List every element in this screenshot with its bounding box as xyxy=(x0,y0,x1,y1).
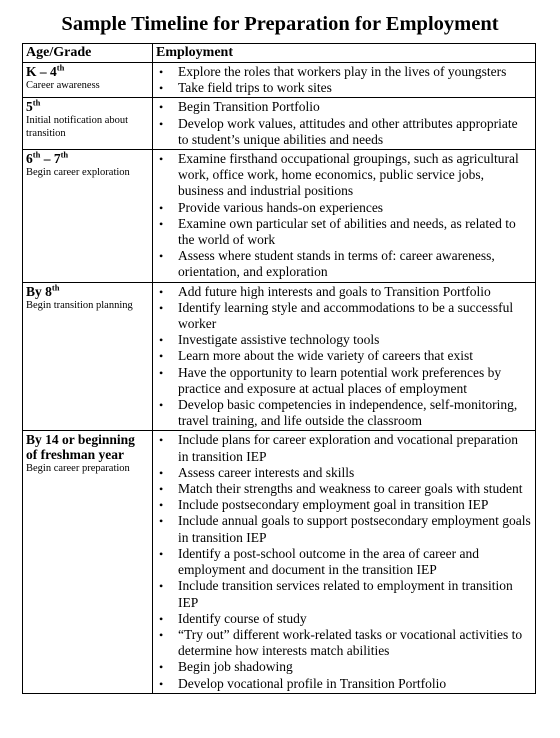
list-item-text: “Try out” different work-related tasks or vocational activities to determine how interests match abilities xyxy=(178,626,523,659)
bullet-icon: • xyxy=(159,152,164,167)
grade-suffix: th xyxy=(60,149,69,160)
grade-suffix: th xyxy=(32,149,41,160)
grade-subtitle: Career awareness xyxy=(26,80,100,91)
list-item-text: Provide various hands-on experiences xyxy=(178,199,384,215)
age-grade-cell xyxy=(23,63,153,98)
list-item-text: Have the opportunity to learn potential work preferences by practice and exposure at actual places of employment xyxy=(178,364,502,396)
list-item-text: Include postsecondary employment goal in transition IEP xyxy=(178,497,489,513)
age-grade-cell xyxy=(23,431,153,693)
table-row xyxy=(23,150,536,283)
header-employment: Employment xyxy=(153,44,536,63)
list-item-text: Develop basic competencies in independence, self-monitoring, travel training, and life outside the classroom xyxy=(178,397,518,429)
employment-cell xyxy=(153,63,536,98)
grade-suffix: th xyxy=(56,62,65,73)
page-title: Sample Timeline for Preparation for Employment xyxy=(61,13,499,35)
bullet-icon: • xyxy=(159,365,164,380)
list-item xyxy=(153,546,531,578)
list-item xyxy=(153,465,531,481)
grade-main: By 8 xyxy=(26,283,52,299)
timeline-body xyxy=(23,63,536,694)
list-item xyxy=(153,578,531,610)
grade-main: 6 xyxy=(26,151,33,167)
list-item-text: Assess career interests and skills xyxy=(178,464,355,480)
list-item xyxy=(153,627,531,659)
bullet-icon: • xyxy=(159,284,164,299)
employment-list xyxy=(153,150,535,282)
bullet-icon: • xyxy=(159,579,164,594)
list-item-text: Begin job shadowing xyxy=(178,659,293,675)
grade-label xyxy=(23,63,152,79)
list-item xyxy=(153,216,531,248)
bullet-icon: • xyxy=(159,81,164,96)
bullet-icon: • xyxy=(159,116,164,131)
bullet-icon: • xyxy=(159,100,164,115)
employment-cell xyxy=(153,431,536,693)
bullet-icon: • xyxy=(159,465,164,480)
employment-list xyxy=(153,63,535,97)
list-item xyxy=(153,432,531,464)
timeline-table xyxy=(22,43,536,694)
grade-main: K – 4 xyxy=(26,64,57,79)
list-item-text: Develop work values, attitudes and other attributes appropriate to student’s unique abilities and needs xyxy=(178,115,518,147)
list-item xyxy=(153,116,531,148)
bullet-icon: • xyxy=(159,514,164,529)
table-row xyxy=(23,282,536,431)
list-item xyxy=(153,497,531,513)
employment-list xyxy=(153,431,535,692)
grade-subtitle: Initial notification about transition xyxy=(26,115,129,139)
grade-suffix: th xyxy=(51,282,60,293)
bullet-icon: • xyxy=(159,200,164,215)
list-item-text: Examine own particular set of abilities and needs, as related to the world of work xyxy=(178,215,516,248)
list-item-text: Add future high interests and goals to Transition Portfolio xyxy=(178,283,491,299)
list-item xyxy=(153,397,531,429)
list-item-text: Include plans for career exploration and vocational preparation in transition IEP xyxy=(178,432,518,464)
list-item-text: Include annual goals to support postsecondary employment goals in transition IEP xyxy=(178,513,531,545)
employment-cell xyxy=(153,150,536,283)
grade-label xyxy=(23,98,152,114)
list-item-text: Assess where student stands in terms of: career awareness, orientation, and exploration xyxy=(178,248,495,280)
employment-cell xyxy=(153,98,536,150)
employment-cell xyxy=(153,282,536,431)
list-item xyxy=(153,99,531,115)
list-item xyxy=(153,200,531,216)
bullet-icon: • xyxy=(159,482,164,497)
age-grade-cell xyxy=(23,150,153,283)
list-item-text: Identify course of study xyxy=(178,610,307,626)
list-item xyxy=(153,513,531,545)
bullet-icon: • xyxy=(159,627,164,642)
bullet-icon: • xyxy=(159,660,164,675)
list-item-text: Learn more about the wide variety of careers that exist xyxy=(178,348,473,364)
grade-label xyxy=(23,431,152,462)
bullet-icon: • xyxy=(159,398,164,413)
bullet-icon: • xyxy=(159,349,164,364)
list-item xyxy=(153,481,531,497)
bullet-icon: • xyxy=(159,216,164,231)
grade-subtitle: Begin career exploration xyxy=(26,167,130,179)
list-item xyxy=(153,151,531,200)
bullet-icon: • xyxy=(159,300,164,315)
grade-label xyxy=(23,150,152,166)
list-item-text: Match their strengths and weakness to career goals with student xyxy=(178,481,523,497)
bullet-icon: • xyxy=(159,611,164,626)
list-item xyxy=(153,332,531,348)
list-item xyxy=(153,676,531,692)
list-item xyxy=(153,248,531,280)
grade-suffix: th xyxy=(32,97,41,108)
employment-list xyxy=(153,283,535,431)
list-item xyxy=(153,348,531,364)
grade-label xyxy=(23,283,152,299)
bullet-icon: • xyxy=(159,433,164,448)
grade-main: 5 xyxy=(26,99,33,115)
bullet-icon: • xyxy=(159,249,164,264)
grade-main: By 14 or beginning of freshman year xyxy=(26,432,135,463)
list-item xyxy=(153,284,531,300)
age-grade-cell xyxy=(23,98,153,150)
grade-subtitle: Begin transition planning xyxy=(26,299,133,311)
list-item-text: Identify a post-school outcome in the area of career and employment and document in the transition IEP xyxy=(178,545,479,578)
list-item xyxy=(153,659,531,675)
bullet-icon: • xyxy=(159,498,164,513)
age-grade-cell xyxy=(23,282,153,431)
list-item-text: Take field trips to work sites xyxy=(178,80,332,96)
list-item-text: Examine firsthand occupational groupings, such as agricultural work, office work, home economics, public service jobs, business and industrial positions xyxy=(178,151,519,199)
list-item-text: Develop vocational profile in Transition Portfolio xyxy=(178,675,447,691)
bullet-icon: • xyxy=(159,546,164,561)
header-row xyxy=(23,44,536,63)
list-item xyxy=(153,80,531,96)
table-row xyxy=(23,63,536,98)
header-age-grade: Age/Grade xyxy=(23,44,153,63)
list-item xyxy=(153,64,531,80)
grade-rest: – 7 xyxy=(40,151,61,167)
list-item xyxy=(153,300,531,332)
bullet-icon: • xyxy=(159,676,164,691)
list-item-text: Explore the roles that workers play in the lives of youngsters xyxy=(178,64,507,79)
employment-list xyxy=(153,98,535,149)
list-item-text: Include transition services related to employment in transition IEP xyxy=(178,578,513,610)
bullet-icon: • xyxy=(159,65,164,79)
table-row xyxy=(23,431,536,693)
table-row xyxy=(23,98,536,150)
list-item xyxy=(153,611,531,627)
list-item-text: Begin Transition Portfolio xyxy=(178,99,320,115)
list-item-text: Identify learning style and accommodations to be a successful worker xyxy=(178,299,514,332)
grade-subtitle: Begin career preparation xyxy=(26,463,130,475)
bullet-icon: • xyxy=(159,333,164,348)
list-item xyxy=(153,365,531,397)
list-item-text: Investigate assistive technology tools xyxy=(178,332,380,348)
